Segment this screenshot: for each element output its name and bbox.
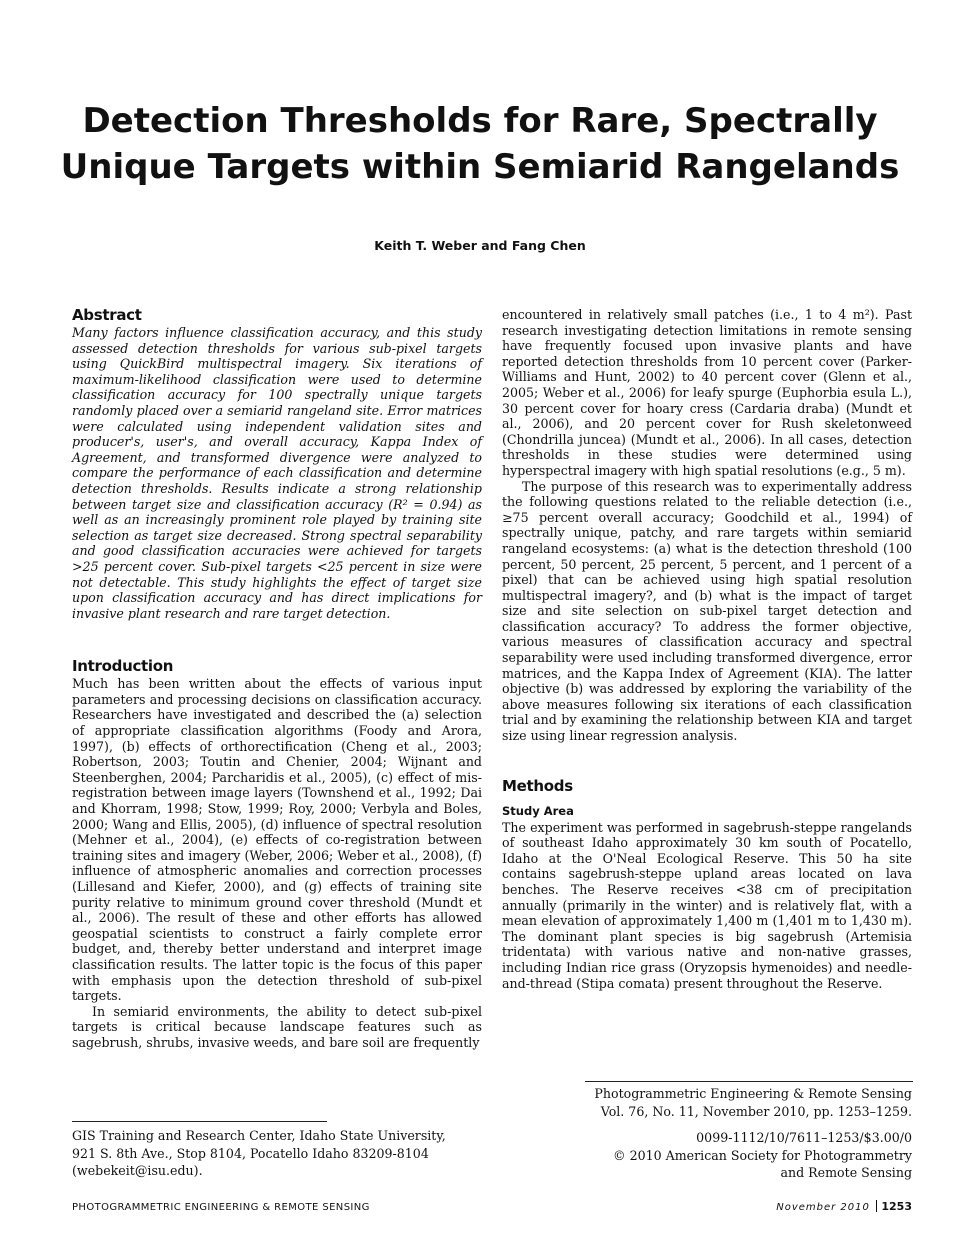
left-column <box>72 305 482 1051</box>
introduction-heading: Introduction <box>72 657 174 676</box>
study-area-heading: Study Area <box>502 803 574 818</box>
footnote-line-3: (webekeit@isu.edu). <box>72 1163 203 1178</box>
methods-heading: Methods <box>502 776 573 795</box>
abstract-body <box>72 325 482 621</box>
footnote-line-1: GIS Training and Research Center, Idaho State University, <box>72 1128 446 1143</box>
paper-title <box>40 98 920 190</box>
copyright-line-1: © 2010 American Society for Photogrammetry <box>613 1147 912 1163</box>
journal-info-rule <box>585 1081 913 1082</box>
copyright-line-2: and Remote Sensing <box>780 1165 912 1180</box>
journal-issn: 0099-1112/10/7611–1253/$3.00/0 <box>696 1130 912 1145</box>
author-affiliation-footnote <box>72 1127 482 1180</box>
introduction-paragraph-2: In semiarid environments, the ability to detect sub-pixel targets is critical because landscape features such as sagebrush, shrubs, invasive weeds, and bare soil are frequently <box>72 1003 482 1050</box>
running-footer-page <box>776 1200 912 1213</box>
abstract-text: Many factors influence classification accuracy, and this study assessed detection thresholds for various sub-pixel targets using QuickBird multispectral imagery. Six iterations of maximum-likelihood classification were used to determine classification accuracy for 100 spectrally unique targets randomly placed over a semiarid rangeland site. Error matrices were calculated using independent validation sites and producer's, user's, and overall accuracy, Kappa Index of Agreement, and transformed divergence were analyzed to compare the performance of each classification and determine detection thresholds. Results indicate a strong relationship between target size and classification accuracy (R² = 0.94) as well as an increasingly prominent role played by training site selection as target size decreased. Strong spectral separability and good classification accuracies were achieved for targets >25 percent cover. Sub-pixel targets <25 percent in size were not detectable. This study highlights the effect of target size upon classification accuracy and has direct implications for invasive plant research and rare target detection. <box>72 325 482 621</box>
running-footer-date: November 2010 <box>776 1202 870 1213</box>
title-line-2: Unique Targets within Semiarid Rangelands <box>60 147 900 187</box>
footnote-rule <box>72 1121 327 1122</box>
abstract-heading: Abstract <box>72 306 142 324</box>
journal-info <box>560 1085 912 1182</box>
journal-volume: Vol. 76, No. 11, November 2010, pp. 1253–1259. <box>600 1103 912 1119</box>
right-column <box>502 307 912 991</box>
authors: Keith T. Weber and Fang Chen <box>374 238 586 253</box>
footnote-line-2: 921 S. 8th Ave., Stop 8104, Pocatello Idaho 83209-8104 <box>72 1145 429 1161</box>
right-paragraph-2: The purpose of this research was to experimentally address the following questions related to the reliable detection (i.e., ≥75 percent overall accuracy; Goodchild et al., 1994) of spectrally unique, patchy, and rare targets within semiarid rangeland ecosystems: (a) what is the detection threshold (100 percent, 50 percent, 25 percent, 5 percent, and 1 percent of a pixel) that can be achieved using high spatial resolution multispectral imagery?, and (b) what is the impact of target size and site selection on sub-pixel target detection and classification accuracy? To address the former objective, various measures of classification accuracy and spectral separability were used including transformed divergence, error matrices, and the Kappa Index of Agreement (KIA). The latter objective (b) was addressed by exploring the variability of the above measures following six iterations of each classification trial and by examining the relationship between KIA and target size using linear regression analysis. <box>502 478 912 744</box>
page-number: 1253 <box>881 1200 912 1213</box>
right-paragraph-1: encountered in relatively small patches (i.e., 1 to 4 m²). Past research investigating detection limitations in remote sensing have frequently focused upon invasive plants and have reported detection thresholds from 10 percent cover (Parker-Williams and Hunt, 2002) to 40 percent cover (Glenn et al., 2005; Weber et al., 2006) for leafy spurge (Euphorbia esula L.), 30 percent cover for hoary cress (Cardaria draba) (Mundt et al., 2006), and 20 percent cover for Rush skeletonweed (Chondrilla juncea) (Mundt et al., 2006). In all cases, detection thresholds in these studies were determined using hyperspectral imagery with high spatial resolutions (e.g., 5 m). <box>502 307 912 478</box>
running-footer-journal: PHOTOGRAMMETRIC ENGINEERING & REMOTE SENSING <box>72 1202 370 1213</box>
page-divider <box>876 1200 878 1212</box>
title-line-1: Detection Thresholds for Rare, Spectrally <box>82 101 878 141</box>
journal-name: Photogrammetric Engineering & Remote Sensing <box>594 1086 912 1101</box>
introduction-paragraph-1: Much has been written about the effects of various input parameters and processing decisions on classification accuracy. Researchers have investigated and described the (a) selection of appropriate classification algorithms (Foody and Arora, 1997), (b) effects of orthorectification (Cheng et al., 2003; Robertson, 2003; Toutin and Chenier, 2004; Wijnant and Steenberghen, 2004; Parcharidis et al., 2005), (c) effect of mis-registration between image layers (Townshend et al., 1992; Dai and Khorram, 1998; Stow, 1999; Roy, 2000; Verbyla and Boles, 2000; Wang and Ellis, 2005), (d) influence of spectral resolution (Mehner et al., 2004), (e) effects of co-registration between training sites and imagery (Weber, 2006; Weber et al., 2008), (f) influence of atmospheric anomalies and correction processes (Lillesand and Kiefer, 2000), and (g) effects of training site purity relative to minimum ground cover threshold (Mundt et al., 2006). The result of these and other efforts has allowed geospatial scientists to construct a fairly complete error budget, and, thereby better understand and interpret image classification results. The latter topic is the focus of this paper with emphasis upon the detection threshold of sub-pixel targets. <box>72 676 482 1004</box>
study-area-text: The experiment was performed in sagebrush-steppe rangelands of southeast Idaho approximately 30 km south of Pocatello, Idaho at the O'Neal Ecological Reserve. This 50 ha site contains sagebrush-steppe upland areas located on lava benches. The Reserve receives <38 cm of precipitation annually (primarily in the winter) and is relatively flat, with a mean elevation of approximately 1,400 m (1,401 m to 1,430 m). The dominant plant species is big sagebrush (Artemisia tridentata) with various native and non-native grasses, including Indian rice grass (Oryzopsis hymenoides) and needle-and-thread (Stipa comata) present throughout the Reserve. <box>502 819 912 991</box>
